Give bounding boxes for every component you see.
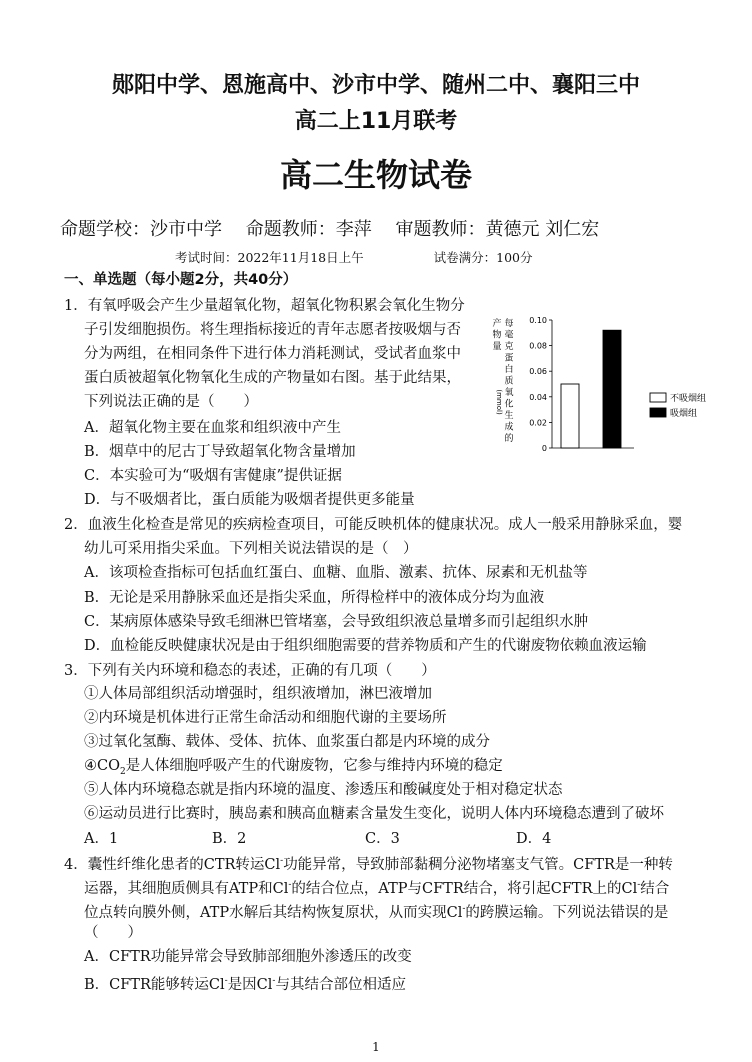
q1-option-a: A．超氧化物主要在血浆和组织液中产生 xyxy=(84,420,341,436)
superscript-minus: - xyxy=(637,880,641,890)
chart-legend-swatch xyxy=(650,393,666,402)
chart-ylabel-char: 的 xyxy=(504,434,514,444)
chart-ylabel-char: 白 xyxy=(504,365,514,375)
q1-bar-chart xyxy=(482,310,742,460)
chart-bar xyxy=(603,330,621,448)
q1-option-c: C．本实验可为“吸烟有害健康”提供证据 xyxy=(84,468,342,484)
q4-line-2 xyxy=(84,875,669,899)
chart-legend-label: 不吸烟组 xyxy=(670,394,707,404)
subject-title: 高二生物试卷 xyxy=(279,156,472,194)
q3-choice-d: D．4 xyxy=(516,831,552,847)
q3-item-5: ⑤人体内环境稳态就是指内环境的温度、渗透压和酸碱度处于相对稳定状态 xyxy=(84,782,563,798)
chart-ytick-label: 0.02 xyxy=(529,418,547,428)
q3-item-1: ①人体局部组织活动增强时，组织液增加，淋巴液增加 xyxy=(84,686,432,702)
q4-text: B．CFTR能够转运Cl xyxy=(84,976,225,993)
q1-option-b: B．烟草中的尼古丁导致超氧化物含量增加 xyxy=(84,444,356,460)
exam-score: 试卷满分：100分 xyxy=(433,250,533,265)
chart-ytick-label: 0.04 xyxy=(529,392,547,402)
superscript-minus: - xyxy=(288,880,292,890)
exam-time: 考试时间：2022年11月18日上午 xyxy=(175,250,364,265)
q2-option-c: C．某病原体感染导致毛细淋巴管堵塞，会导致组织液总量增多而引起组织水肿 xyxy=(84,614,589,630)
chart-ylabel-char: 产 xyxy=(492,319,502,329)
q4-text: 的结合位点，ATP与CFTR结合，将引起CFTR上的Cl xyxy=(291,880,638,897)
chart-ylabel-char: 生 xyxy=(504,411,514,421)
q4-text: 功能异常，导致肺部黏稠分泌物堵塞支气管。CFTR是一种转 xyxy=(283,856,673,873)
chart-ylabel-char: 氧 xyxy=(504,388,514,398)
chart-ytick-label: 0 xyxy=(541,444,547,453)
q4-line-1 xyxy=(64,851,673,875)
q2-line: 幼儿可采用指尖采血。下列相关说法错误的是（ ） xyxy=(84,541,418,557)
chart-ylabel-char: 物 xyxy=(492,330,502,341)
chart-ylabel-char: 每 xyxy=(504,319,514,329)
schools-title: 郧阳中学、恩施高中、沙市中学、随州二中、襄阳三中 xyxy=(111,73,640,98)
credits-line xyxy=(60,215,740,241)
chart-ytick-label: 0.10 xyxy=(529,316,547,325)
chart-ylabel-char: 化 xyxy=(504,399,514,410)
credit-school: 命题学校：沙市中学 xyxy=(60,219,222,240)
q4-option-a: A．CFTR功能异常会导致肺部细胞外渗透压的改变 xyxy=(84,949,412,965)
q3-item-4 xyxy=(84,756,503,782)
superscript-minus: - xyxy=(462,904,466,914)
q1-line: 1．有氧呼吸会产生少量超氧化物，超氧化物积累会氧化生物分 xyxy=(64,298,465,314)
q3-item-4-a: ④CO xyxy=(84,758,120,774)
q1-line: 下列说法正确的是（ ） xyxy=(84,394,258,410)
chart-ylabel-char: 蛋 xyxy=(504,353,514,364)
chart-legend-label: 吸烟组 xyxy=(670,409,698,419)
credit-setter: 命题教师：李萍 xyxy=(245,219,372,240)
q4-text: 4．囊性纤维化患者的CTR转运Cl xyxy=(64,856,281,873)
q4-text: 与其结合部位相适应 xyxy=(275,976,406,993)
q4-option-b xyxy=(84,971,406,995)
q4-text: 位点转向膜外侧，ATP水解后其结构恢复原状，从而实现Cl xyxy=(84,904,463,921)
q1-line: 分为两组，在相同条件下进行体力消耗测试，受试者血浆中 xyxy=(84,346,461,362)
chart-ylabel-char: 毫 xyxy=(504,330,514,341)
q3-choices xyxy=(84,827,644,847)
chart-ylabel-char: 成 xyxy=(504,422,514,433)
superscript-minus: - xyxy=(272,976,276,986)
q3-choice-b: B．2 xyxy=(212,831,247,847)
q3-item-2: ②内环境是机体进行正常生命活动和细胞代谢的主要场所 xyxy=(84,710,447,726)
chart-ytick-label: 0.08 xyxy=(529,341,547,351)
q3-choice-c: C．3 xyxy=(365,831,400,847)
superscript-minus: - xyxy=(280,856,284,866)
chart-bar xyxy=(561,384,579,448)
chart-ylabel-unit: (mmol) xyxy=(495,389,503,415)
q4-line-3 xyxy=(84,899,668,923)
q2-line: 2．血液生化检查是常见的疾病检查项目，可能反映机体的健康状况。成人一般采用静脉采血，婴 xyxy=(64,517,683,533)
credit-reviewer: 审题教师：黄德元 刘仁宏 xyxy=(395,219,600,240)
q4-text: 结合 xyxy=(640,880,670,897)
exam-info xyxy=(175,248,532,266)
superscript-minus: - xyxy=(224,976,228,986)
chart-ylabel-char: 克 xyxy=(504,342,514,352)
q4-line-4: （ ） xyxy=(84,925,142,941)
q4-text: 的跨膜运输。下列说法错误的是 xyxy=(465,904,669,921)
q3-item-6: ⑥运动员进行比赛时，胰岛素和胰高血糖素含量发生变化，说明人体内环境稳态遭到了破坏 xyxy=(84,806,664,822)
q3-item-4-sub: 2 xyxy=(119,766,126,777)
chart-ylabel xyxy=(504,317,513,444)
section-heading: 一、单选题（每小题2分，共40分） xyxy=(64,272,298,288)
exam-title: 高二上11月联考 xyxy=(294,109,458,134)
page-number: 1 xyxy=(372,1040,380,1054)
q4-text: 是因Cl xyxy=(227,976,273,993)
chart-ylabel-char: 质 xyxy=(504,376,514,387)
q1-option-d: D．与不吸烟者比，蛋白质能为吸烟者提供更多能量 xyxy=(84,492,415,508)
q2-option-b: B．无论是采用静脉采血还是指尖采血，所得检样中的液体成分均为血液 xyxy=(84,590,545,606)
q1-line: 子引发细胞损伤。将生理指标接近的青年志愿者按吸烟与否 xyxy=(84,322,461,338)
chart-ylabel-left xyxy=(492,317,501,352)
q3-item-3: ③过氧化氢酶、载体、受体、抗体、血浆蛋白都是内环境的成分 xyxy=(84,734,490,750)
chart-ylabel-char: 量 xyxy=(492,342,502,352)
q3-stem: 3．下列有关内环境和稳态的表述，正确的有几项（ ） xyxy=(64,663,436,679)
chart-ytick-label: 0.06 xyxy=(529,367,547,377)
q2-option-a: A．该项检查指标可包括血红蛋白、血糖、血脂、激素、抗体、尿素和无机盐等 xyxy=(84,565,588,581)
q3-item-4-b: 是人体细胞呼吸产生的代谢废物，它参与维持内环境的稳定 xyxy=(125,758,503,774)
q4-text: 运器，其细胞质侧具有ATP和Cl xyxy=(84,880,289,897)
q2-option-d: D．血检能反映健康状况是由于组织细胞需要的营养物质和产生的代谢废物依赖血液运输 xyxy=(84,638,647,654)
q1-line: 蛋白质被超氧化物氧化生成的产物量如右图。基于此结果， xyxy=(84,370,461,386)
chart-legend-swatch xyxy=(650,408,666,417)
q3-choice-a: A．1 xyxy=(84,831,119,847)
